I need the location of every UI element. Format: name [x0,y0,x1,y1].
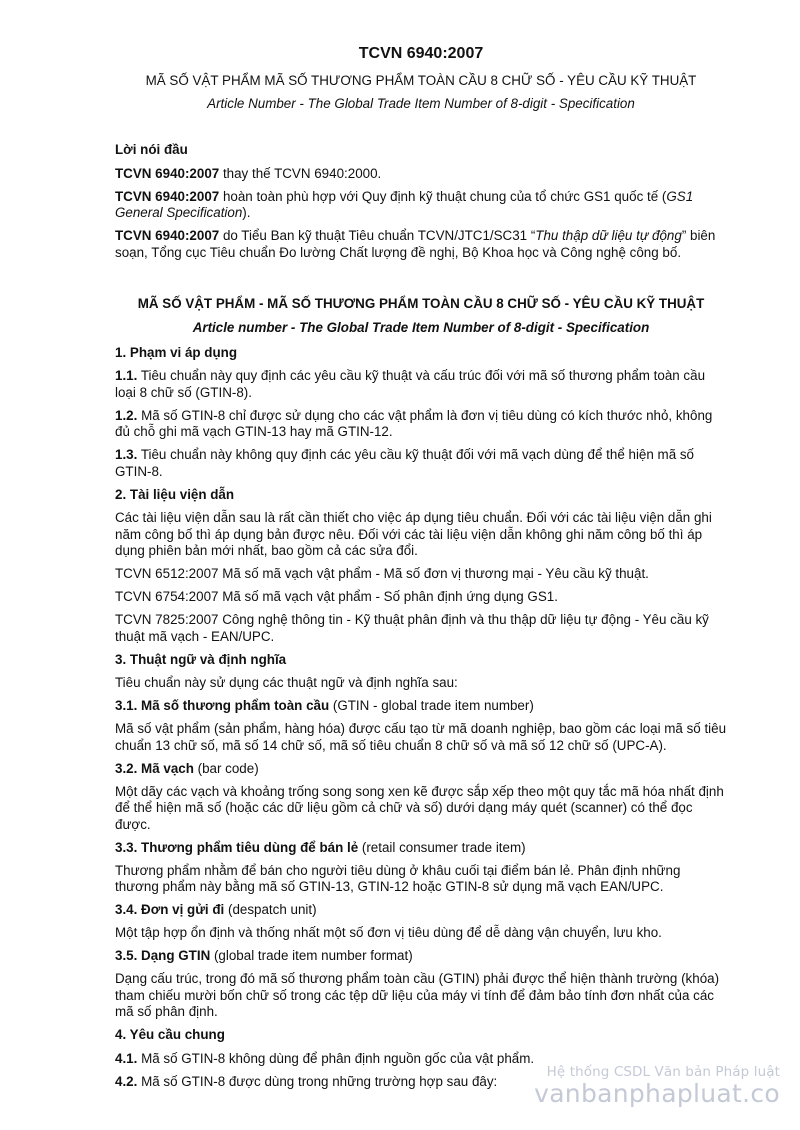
term-definition: Một dãy các vạch và khoảng trống song song xen kẽ được sắp xếp theo một quy tắc mã hóa nhất định để thể hiện mã số (hoặc các dữ liệu gồm cả chữ và số) dưới dạng máy quét (scanner) có thể đọc được. [115,783,724,832]
section-3-heading: 3. Thuật ngữ và định nghĩa [115,651,287,667]
term-heading: 3.1. Mã số thương phẩm toàn cầu (GTIN - global trade item number) [115,698,534,713]
clause-1-2: 1.2. Mã số GTIN-8 chỉ được sử dụng cho các vật phẩm là đơn vị tiêu dùng có kích thước nhỏ, không đủ chỗ ghi mã vạch GTIN-13 hay mã GTIN-12. [115,407,713,439]
foreword-paragraph-2: TCVN 6940:2007 hoàn toàn phù hợp với Quy định kỹ thuật chung của tổ chức GS1 quốc tế (GS1 General Specification). [115,188,694,220]
reference-item: TCVN 7825:2007 Công nghệ thông tin - Kỹ thuật phân định và thu thập dữ liệu tự động - Yêu cầu kỹ thuật mã vạch - EAN/UPC. [115,612,709,644]
watermark-caption: Hệ thống CSDL Văn bản Pháp luật [546,1064,780,1080]
watermark [534,1064,780,1108]
clause-1-3: 1.3. Tiêu chuẩn này không quy định các yêu cầu kỹ thuật đối với mã vạch dùng để thể hiện mã số GTIN-8. [115,447,695,479]
clause-4-2: 4.2. Mã số GTIN-8 được dùng trong những trường hợp sau đây: [115,1073,498,1089]
document-page [115,44,727,1097]
standard-title-english: Article number - The Global Trade Item Number of 8-digit - Specification [192,320,650,335]
clause-4-1: 4.1. Mã số GTIN-8 không dùng để phân định nguồn gốc của vật phẩm. [115,1050,535,1066]
section-2-heading: 2. Tài liệu viện dẫn [115,486,235,502]
reference-item: TCVN 6754:2007 Mã số mã vạch vật phẩm - Số phân định ứng dụng GS1. [115,589,558,604]
document-subtitle: MÃ SỐ VẬT PHẨM MÃ SỐ THƯƠNG PHẨM TOÀN CẦU 8 CHỮ SỐ - YÊU CẦU KỸ THUẬT [145,73,697,88]
term-heading: 3.3. Thương phẩm tiêu dùng để bán lẻ (retail consumer trade item) [115,839,526,855]
section-4-heading: 4. Yêu cầu chung [115,1027,225,1042]
term-definition: Mã số vật phẩm (sản phẩm, hàng hóa) được cấu tạo từ mã doanh nghiệp, bao gồm các loại mã số tiêu chuẩn 13 chữ số, mã số 14 chữ số, mã số tiêu chuẩn 8 chữ số và mã số 12 chữ số (UPC-A). [115,721,727,753]
document-subtitle-english: Article Number - The Global Trade Item Number of 8-digit - Specification [207,95,635,111]
term-heading: 3.2. Mã vạch (bar code) [115,760,259,776]
clause-1-1: 1.1. Tiêu chuẩn này quy định các yêu cầu kỹ thuật và cấu trúc đối với mã số thương phẩm toàn cầu loại 8 chữ số (GTIN-8). [115,368,706,400]
foreword-paragraph-1: TCVN 6940:2007 thay thế TCVN 6940:2000. [115,165,382,181]
term-heading: 3.4. Đơn vị gửi đi (despatch unit) [115,902,317,917]
reference-item: TCVN 6512:2007 Mã số mã vạch vật phẩm - Mã số đơn vị thương mại - Yêu cầu kỹ thuật. [115,566,649,581]
term-definition: Một tập hợp ổn định và thống nhất một số đơn vị tiêu dùng để dễ dàng vận chuyển, lưu kho. [115,925,662,940]
document-title: TCVN 6940:2007 [358,45,484,62]
watermark-site-link[interactable]: vanbanphapluat.co [534,1079,780,1108]
section-1-heading: 1. Phạm vi áp dụng [115,344,238,360]
term-definition: Dạng cấu trúc, trong đó mã số thương phẩm toàn cầu (GTIN) phải được thể hiện thành trường (khóa) tham chiếu mười bốn chữ số trong các tệp dữ liệu của máy vi tính để đảm bảo tính đơn nhất của các mã số phân định. [115,971,720,1019]
term-definition: Thương phẩm nhằm để bán cho người tiêu dùng ở khâu cuối tại điểm bán lẻ. Phân định những thương phẩm này bằng mã số GTIN-13, GTIN-12 hoặc GTIN-8 sử dụng mã vạch EAN/UPC. [115,862,681,894]
foreword-paragraph-3: TCVN 6940:2007 do Tiểu Ban kỹ thuật Tiêu chuẩn TCVN/JTC1/SC31 “Thu thập dữ liệu tự động” biên soạn, Tổng cục Tiêu chuẩn Đo lường Chất lượng đề nghị, Bộ Khoa học và Công nghệ công bố. [115,228,716,260]
standard-title: MÃ SỐ VẬT PHẨM - MÃ SỐ THƯƠNG PHẨM TOÀN CẦU 8 CHỮ SỐ - YÊU CẦU KỸ THUẬT [137,295,705,311]
term-heading: 3.5. Dạng GTIN (global trade item number format) [115,948,413,963]
foreword-heading: Lời nói đầu [115,142,188,157]
section-2-intro: Các tài liệu viện dẫn sau là rất cần thiết cho việc áp dụng tiêu chuẩn. Đối với các tài liệu viện dẫn ghi năm công bố thì áp dụng bản được nêu. Đối với các tài liệu viện dẫn không ghi năm công bố thì áp dụng phiên bản mới nhất, bao gồm cả các sửa đổi. [115,510,712,558]
section-3-intro: Tiêu chuẩn này sử dụng các thuật ngữ và định nghĩa sau: [115,675,458,690]
